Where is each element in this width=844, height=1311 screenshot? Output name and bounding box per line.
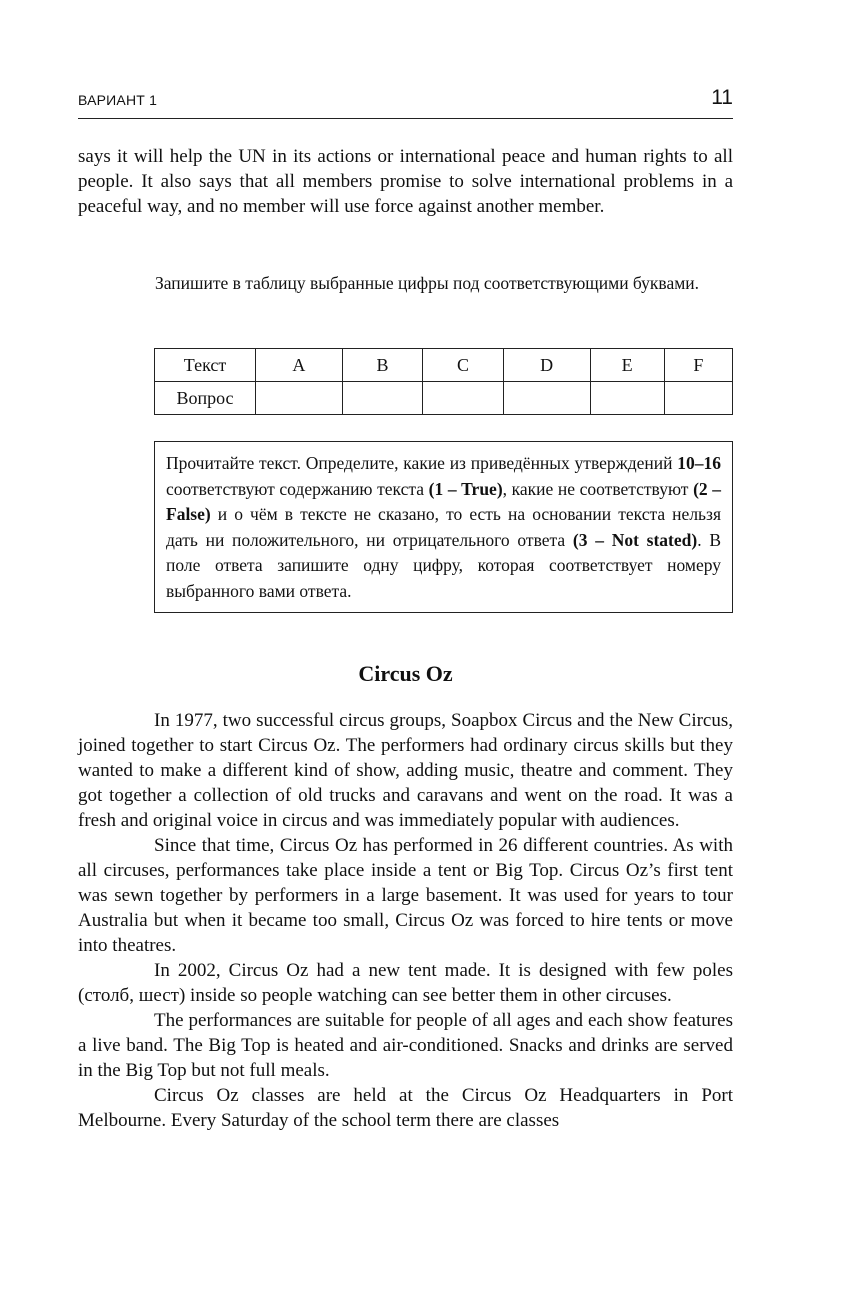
answer-table-row-text <box>155 349 733 382</box>
article-paragraph: Circus Oz classes are held at the Circus Oz Headquarters in Port Melbourne. Every Saturday of the school term there are classes <box>78 1085 733 1131</box>
article-title: Circus Oz <box>358 661 453 686</box>
answer-cell-b[interactable] <box>342 382 423 415</box>
task-bold-range: 10–16 <box>677 453 721 473</box>
letter-cell-d: D <box>503 349 590 382</box>
task-text-2: соответствуют содержанию текста <box>166 478 429 499</box>
answer-cell-d[interactable] <box>503 382 590 415</box>
continued-paragraph: says it will help the UN in its actions or international peace and human rights to all people. It also says that all members promise to solve international problems in a peaceful way, and no member will use force against another member. <box>78 146 733 217</box>
task-text-4: и о чём в тексте не сказано, то есть на основании текста нельзя дать ни положительного, ни отрицательного ответа <box>166 504 721 550</box>
page-header <box>78 86 733 119</box>
article-paragraph: The performances are suitable for people of all ages and each show features a live band. The Big Top is heated and air-conditioned. Snacks and drinks are served in the Big Top but not full meals. <box>78 1010 733 1081</box>
page-number: 11 <box>711 86 733 109</box>
task-bold-not-stated: (3 – Not stated) <box>572 529 698 550</box>
article-paragraph: In 2002, Circus Oz had a new tent made. It is designed with few poles (столб, шест) inside so people watching can see better them in other circuses. <box>78 960 733 1006</box>
table-instruction: Запишите в таблицу выбранные цифры под соответствующими буквами. <box>155 273 700 293</box>
variant-label: ВАРИАНТ 1 <box>78 92 158 108</box>
article-paragraph: In 1977, two successful circus groups, Soapbox Circus and the New Circus, joined together to start Circus Oz. The performers had ordinary circus skills but they wanted to make a different kind of show, adding music, theatre and comment. They got together a collection of old trucks and caravans and went on the road. It was a fresh and original voice in circus and was immediately popular with audiences. <box>78 710 733 831</box>
task-text-1: Прочитайте текст. Определите, какие из приведённых утверждений <box>166 453 678 473</box>
letter-cell-f: F <box>664 349 732 382</box>
answer-table <box>154 348 733 415</box>
article-body <box>78 708 733 1133</box>
task-bold-true: (1 – True) <box>428 478 503 499</box>
article-paragraph: Since that time, Circus Oz has performed in 26 different countries. As with all circuses, performances take place inside a tent or Big Top. Circus Oz’s first tent was sewn together by performers in a large basement. It was used for years to tour Australia but when it became too small, Circus Oz was forced to hire tents or move into theatres. <box>78 835 733 956</box>
row-label-question: Вопрос <box>155 382 256 415</box>
answer-cell-f[interactable] <box>664 382 732 415</box>
task-text-3: , какие не соответствуют <box>502 478 694 499</box>
answer-cell-c[interactable] <box>423 382 504 415</box>
letter-cell-c: C <box>423 349 504 382</box>
letter-cell-e: E <box>590 349 664 382</box>
task-text-5: . В поле ответа запишите одну цифру, которая соответствует номеру выбранного вами ответа. <box>166 529 721 601</box>
answer-table-row-question <box>155 382 733 415</box>
task-instruction-box <box>154 441 733 613</box>
letter-cell-b: B <box>342 349 423 382</box>
letter-cell-a: A <box>256 349 343 382</box>
answer-cell-a[interactable] <box>256 382 343 415</box>
row-label-text: Текст <box>155 349 256 382</box>
task-bold-false: (2 – False) <box>166 478 722 524</box>
answer-cell-e[interactable] <box>590 382 664 415</box>
